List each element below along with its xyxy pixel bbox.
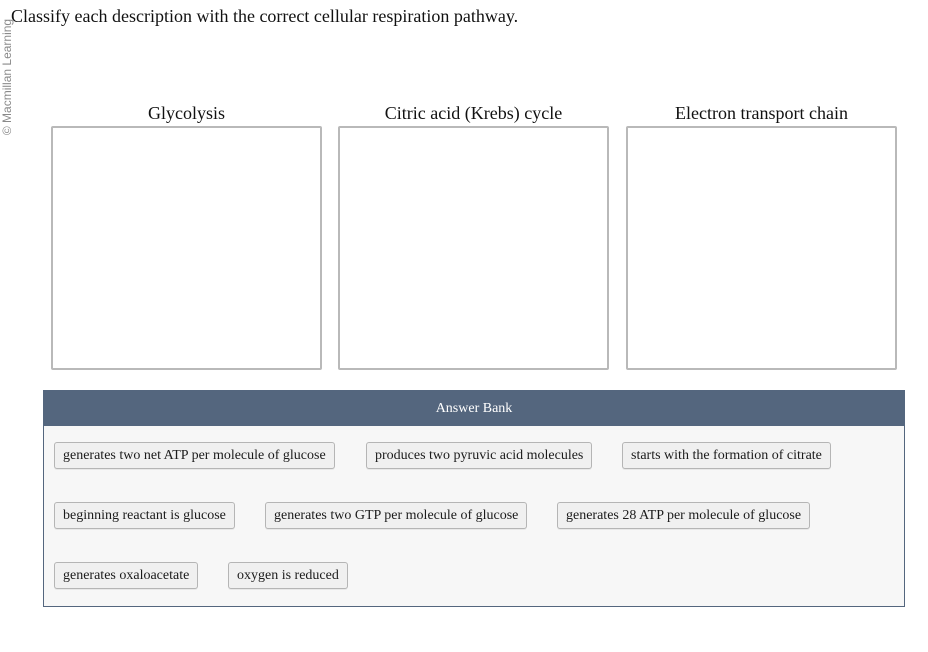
bin-label-citric-acid-cycle: Citric acid (Krebs) cycle — [384, 103, 563, 123]
answer-chip[interactable]: oxygen is reduced — [228, 562, 348, 589]
bin-label-electron-transport-chain: Electron transport chain — [675, 103, 848, 123]
answer-chip[interactable]: generates oxaloacetate — [54, 562, 198, 589]
answer-bank-header: Answer Bank — [44, 391, 904, 426]
answer-chip[interactable]: generates 28 ATP per molecule of glucose — [557, 502, 810, 529]
answer-chip[interactable]: produces two pyruvic acid molecules — [366, 442, 592, 469]
copyright-watermark: © Macmillan Learning — [0, 18, 14, 136]
drop-zone-electron-transport-chain[interactable] — [626, 126, 897, 370]
drop-zone-citric-acid-cycle[interactable] — [338, 126, 609, 370]
answer-chip[interactable]: generates two GTP per molecule of glucose — [265, 502, 527, 529]
answer-chip[interactable]: beginning reactant is glucose — [54, 502, 235, 529]
answer-chip[interactable]: generates two net ATP per molecule of glucose — [54, 442, 335, 469]
question-prompt: Classify each description with the correct cellular respiration pathway. — [11, 6, 519, 26]
bin-label-glycolysis: Glycolysis — [147, 103, 225, 123]
answer-chip[interactable]: starts with the formation of citrate — [622, 442, 831, 469]
answer-bank — [43, 390, 905, 607]
drop-zone-glycolysis[interactable] — [51, 126, 322, 370]
